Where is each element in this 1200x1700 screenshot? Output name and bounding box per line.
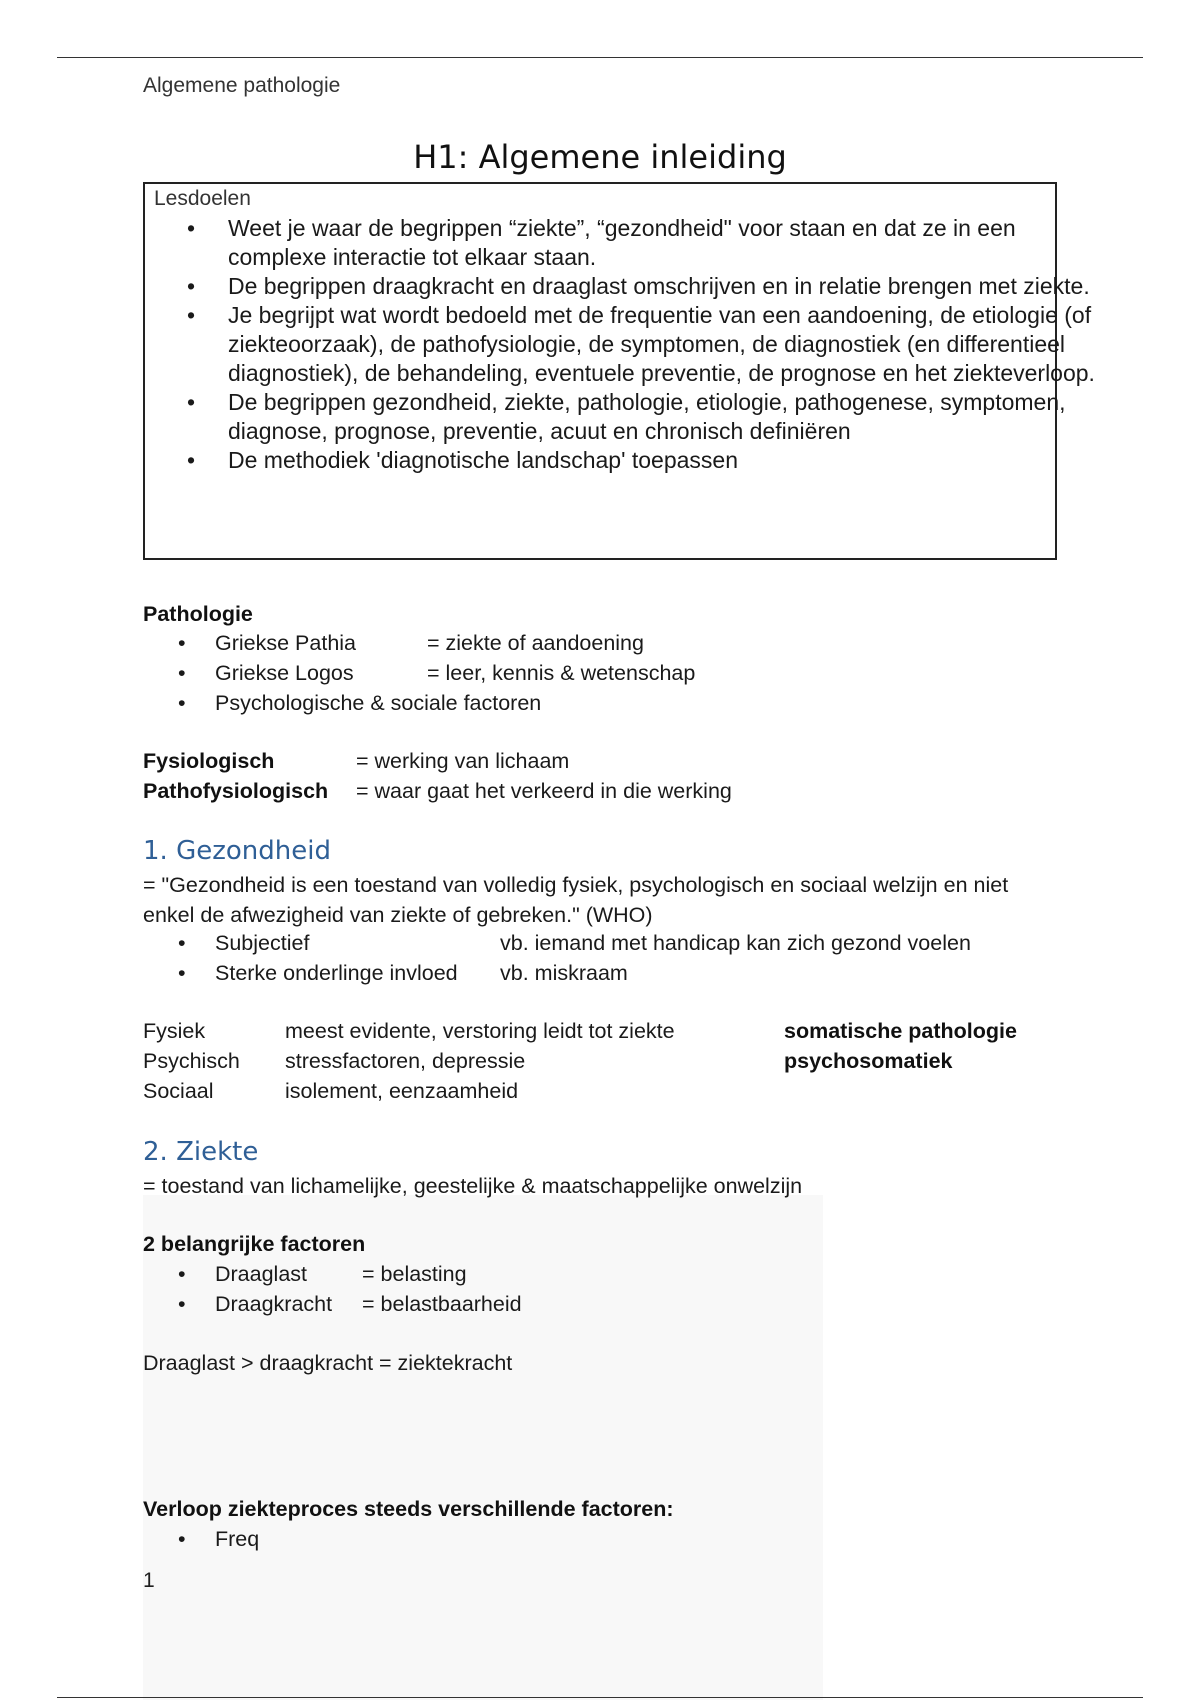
term: Draagkracht bbox=[215, 1292, 333, 1316]
page-header: Algemene pathologie bbox=[143, 74, 341, 97]
term: Draaglast bbox=[215, 1262, 308, 1286]
lesdoelen-box bbox=[143, 182, 1095, 560]
page-title: H1: Algemene inleiding bbox=[413, 138, 787, 176]
aspect-description: stressfactoren, depressie bbox=[285, 1049, 526, 1073]
definition: = ziekte of aandoening bbox=[427, 631, 644, 655]
example: vb. miskraam bbox=[500, 961, 628, 985]
lesdoelen-list bbox=[145, 214, 1108, 475]
lesdoel-item: • Weet je waar de begrippen “ziekte”, “gezondheid" voor staan en dat ze in een complexe interactie tot elkaar staan. bbox=[145, 214, 1108, 272]
definition: = belastbaarheid bbox=[362, 1292, 522, 1316]
page-number: 1 bbox=[143, 1569, 155, 1592]
term-pathofysiologisch: Pathofysiologisch bbox=[143, 779, 329, 803]
section-heading-ziekte: 2. Ziekte bbox=[143, 1137, 259, 1167]
verloop-title: Verloop ziekteproces steeds verschillende factoren: bbox=[143, 1497, 674, 1521]
aspect-label: Sociaal bbox=[143, 1079, 214, 1103]
aspect-label: Psychisch bbox=[143, 1049, 240, 1073]
pathologie-title: Pathologie bbox=[143, 602, 253, 626]
aspect-label: Fysiek bbox=[143, 1019, 206, 1043]
example: vb. iemand met handicap kan zich gezond voelen bbox=[500, 931, 971, 955]
aspect-description: meest evidente, verstoring leidt tot ziekte bbox=[285, 1019, 675, 1043]
lesdoel-item: • De begrippen draagkracht en draaglast omschrijven en in relatie brengen met ziekte. bbox=[145, 272, 1108, 301]
ziekte-definition: = toestand van lichamelijke, geestelijke & maatschappelijke onwelzijn bbox=[143, 1174, 803, 1198]
definition: = belasting bbox=[362, 1262, 467, 1286]
term: Subjectief bbox=[215, 931, 310, 955]
lesdoel-item: • De methodiek 'diagnotische landschap' toepassen bbox=[145, 446, 1108, 475]
lesdoel-item: • Je begrijpt wat wordt bedoeld met de frequentie van een aandoening, de etiologie (of ziekteoorzaak), de pathofysiologie, de symptomen, de diagnostiek (en differentieel diagnostiek), de behandeling, eventuele preventie, de prognose en het ziekteverloop. bbox=[145, 301, 1108, 388]
term: Griekse Pathia bbox=[215, 631, 357, 655]
definition: = leer, kennis & wetenschap bbox=[427, 661, 696, 685]
who-quote-line: enkel de afwezigheid van ziekte of gebreken." (WHO) bbox=[143, 903, 653, 927]
section-heading-gezondheid: 1. Gezondheid bbox=[143, 836, 331, 866]
aspect-category: somatische pathologie bbox=[784, 1019, 1017, 1043]
lesdoelen-title: Lesdoelen bbox=[154, 187, 251, 210]
bottom-rule bbox=[57, 1697, 1143, 1698]
term: Griekse Logos bbox=[215, 661, 354, 685]
aspect-category: psychosomatiek bbox=[784, 1049, 953, 1073]
term: Sterke onderlinge invloed bbox=[215, 961, 458, 985]
top-rule bbox=[57, 57, 1143, 58]
definition-fysiologisch: = werking van lichaam bbox=[356, 749, 570, 773]
definition-pathofysiologisch: = waar gaat het verkeerd in die werking bbox=[356, 779, 732, 803]
term: Freq bbox=[215, 1527, 260, 1551]
term: Psychologische & sociale factoren bbox=[215, 691, 542, 715]
aspect-description: isolement, eenzaamheid bbox=[285, 1079, 519, 1103]
who-quote-line: = "Gezondheid is een toestand van volledig fysiek, psychologisch en sociaal welzijn en niet bbox=[143, 873, 1009, 897]
formula: Draaglast > draagkracht = ziektekracht bbox=[143, 1351, 513, 1375]
lesdoel-item: • De begrippen gezondheid, ziekte, pathologie, etiologie, pathogenese, symptomen, diagnose, prognose, preventie, acuut en chronisch definiëren bbox=[145, 388, 1108, 446]
term-fysiologisch: Fysiologisch bbox=[143, 749, 275, 773]
factors-title: 2 belangrijke factoren bbox=[143, 1232, 366, 1256]
